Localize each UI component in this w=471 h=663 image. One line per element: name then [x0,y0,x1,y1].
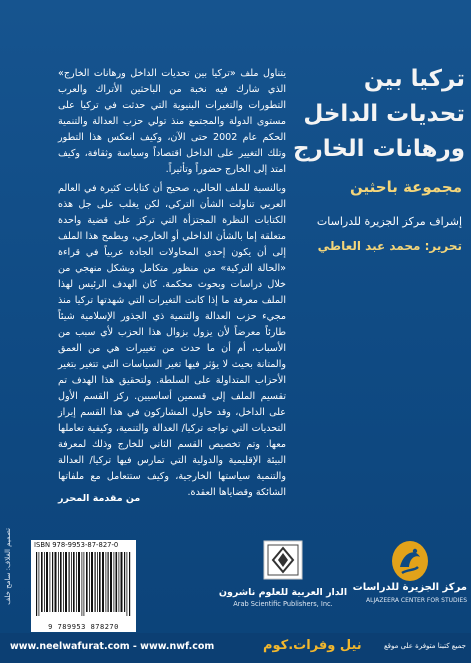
publisher-name: الدار العربية للعلوم ناشرون [218,587,348,598]
book-title [292,62,465,167]
barcode-number: 9 789953 878270 [48,623,119,631]
availability-note: جميع كتبنا متوفرة على موقع [383,642,466,650]
cover-design-credit: تصميم الغلاف: سامح خلف [4,528,12,605]
website-urls: www.neelwafurat.com - www.nwf.com [10,641,215,652]
blurb-source: من مقدمة المحرر [58,493,141,504]
barcode-image [34,552,133,622]
blurb-paragraph: وبالنسبة للملف الحالي، صحيح أن كتابات كثيرة في العالم العربي تناولت الشأن التركي، لكن يغلب على جل هذه الكتابات النظرة المجتزأة التي تركز على قضية واحدة متعلقة إما بالشأن الداخلي أو الخارجي، ويطمح هذا الملف إلى أن يكون إحدى المحاولات الجادة عربياً في قراءة «الحالة التركية» من منظور متكامل وبشكل منهجي من خلال دراسات وبحوث محكمة. كان الهدف الرئيس لهذا الملف معرفة ما إذا كانت التغيرات التي شهدتها تركيا منذ مجيء حزب العدالة والتنمية ذي الجذور الإسلامية شيئاً طارئاً معرضاً لأن يزول بزوال هذا الحزب لأي سبب من الأسباب، أم أن ما حدث من تغييرات هي من العمق والمتانة بحيث لا يؤثر فيها تغير السياسات التي تتغير بتغير الأحزاب المتداولة على السلطة. ولتحقيق هذا الهدف تم تقسيم الملف إلى قسمين أساسيين. ركز القسم الأول على الداخل، وقد حاول المشاركون في هذا القسم إبراز التحديات التي تواجه تركيا/ العدالة والتنمية، وكيفية تعاملها معها. وتم تخصيص القسم الثاني للخارج وذلك لمعرفة البيئة الإقليمية والدولية التي تمارس فيها تركيا/ العدالة والتنمية سياستها الخارجية، وكيف ستتعامل مع ملفاتها الشائكة وقضاياها العقدة. [58,183,286,498]
supervision-credit: إشراف مركز الجزيرة للدراسات [316,215,462,228]
aljazeera-logo-icon [382,537,438,585]
title-line: تركيا بين [363,66,465,92]
authors: مجموعة باحثين [350,178,462,196]
title-line: تحديات الداخل [303,101,465,127]
publisher-logo-icon [258,537,308,587]
isbn: ISBN 978-9953-87-827-0 [34,541,119,549]
title-line: ورهانات الخارج [292,136,465,162]
publisher-name-english: Arab Scientific Publishers, Inc. [233,600,333,608]
barcode-panel [31,540,136,632]
blurb [58,66,286,498]
editor-credit: تحرير: محمد عبد العاطي [317,239,462,253]
footer-strip [0,633,471,663]
aljazeera-center-name: مركز الجزيرة للدراسات [352,582,467,593]
neelwafurat-brand: نيل وفرات.كوم [263,638,362,653]
aljazeera-center-name-english: ALJAZEERA CENTER FOR STUDIES [366,597,467,604]
blurb-paragraph: يتناول ملف «تركيا بين تحديات الداخل ورهانات الخارج» الذي شارك فيه نخبة من الباحثين الأتراك والعرب التطورات والتغيرات البنيوية التي حدثت في تركيا على مستوى الدولة والمجتمع منذ تولي حزب العدالة والتنمية الحكم عام 2002 حتى الآن، وكيف انعكس هذا التطور وتلك التغيير على الداخل اقتصاداً وسياسة وثقافة، وكيف امتد إلى الخارج حضوراً وتأثيراً. [58,68,286,175]
